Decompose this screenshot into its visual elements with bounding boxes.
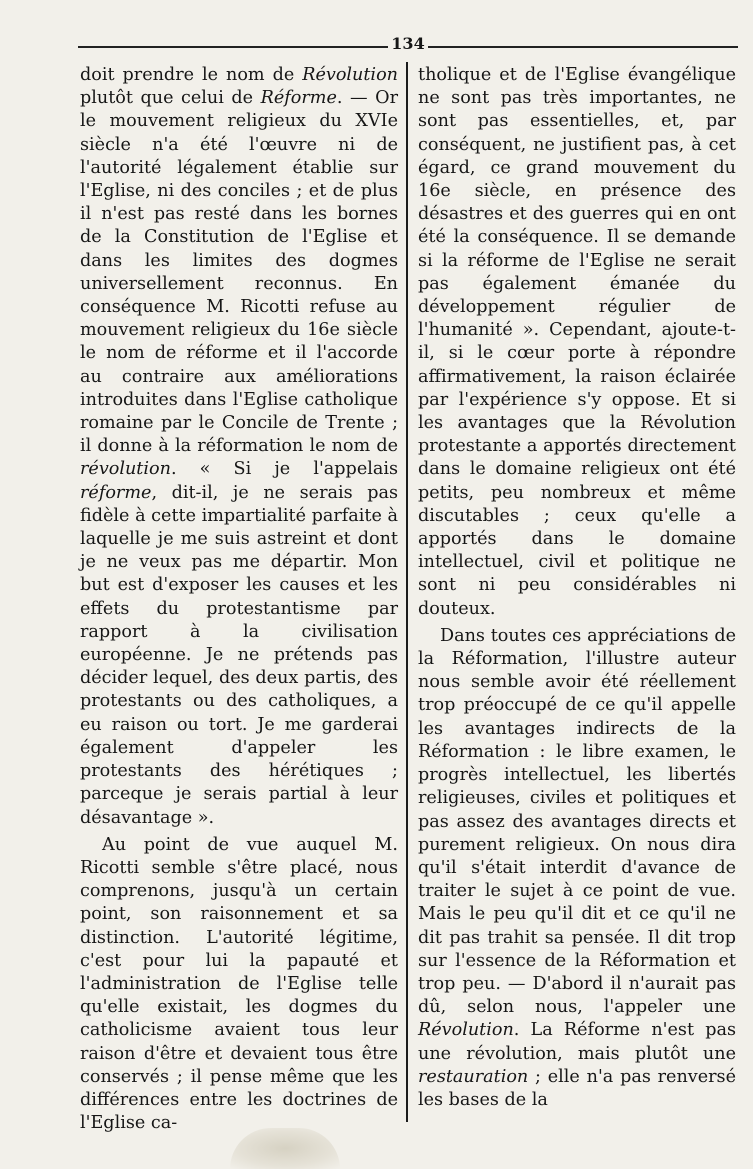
column-divider xyxy=(406,62,408,1122)
text-column-left xyxy=(80,64,398,1135)
text-run: doit prendre le nom de xyxy=(80,65,303,85)
page-header xyxy=(78,34,738,54)
italic-text: réforme xyxy=(80,482,152,503)
paragraph xyxy=(80,64,398,830)
text-run: tholique et de l'Eglise évangélique ne sont pas très importantes, ne sont pas essentielles, et, par conséquent, ne justifient pas, à cet égard, ce grand mouvement du 16e siècle, en présence des désastres et des guerres qui en ont été la conséquence. Il se demande si la réforme de l'Eglise ne serait pas également émanée du développement régulier de l'humanité ». Cependant, ajoute-t-il, si le cœur porte à répondre affirmativement, la raison éclairée par l'expérience s'y oppose. Et si les avantages que la Révolution protestante a apportés directement dans le domaine religieux ont été petits, peu nombreux et même discutables ; ceux qu'elle a apportés dans le domaine intellectuel, civil et politique ne sont ni peu considérables ni douteux. xyxy=(418,65,736,619)
header-rule-left xyxy=(78,46,388,48)
text-run: . La Réforme n'est pas une révolution, mais plutôt une xyxy=(418,1020,736,1064)
text-run: . — Or le mouvement religieux du XVIe siècle n'a été l'œuvre ni de l'autorité légalement établie sur l'Eglise, ni des conciles ; et de plus il n'est pas resté dans les bornes de la Constitution de l'Eglise et dans les limites des dogmes universellement reconnus. En conséquence M. Ricotti refuse au mouvement religieux du 16e siècle le nom de réforme et il l'accorde au contraire aux améliorations introduites dans l'Eglise catholique romaine par le Concile de Trente ; il donne à la réformation le nom de xyxy=(80,88,398,457)
text-run: plutôt que celui de xyxy=(80,88,261,109)
italic-text: révolution xyxy=(80,459,171,480)
paragraph xyxy=(80,834,398,1136)
page-number: 134 xyxy=(391,34,425,53)
paragraph xyxy=(418,64,736,621)
italic-text: Révolution xyxy=(302,65,398,85)
text-run: , dit-il, je ne serais pas fidèle à cette impartialité parfaite à laquelle je me suis astreint et dont je ne veux pas me départir. Mon but est d'exposer les causes et les effets du protestantisme par rapport à la civilisation européenne. Je ne prétends pas décider lequel, des deux partis, des protestants ou des catholiques, a eu raison ou tort. Je me garderai également d'appeler les protestants des hérétiques ; parceque je serais partial à leur désavantage ». xyxy=(80,482,398,828)
italic-text: restauration xyxy=(418,1066,529,1087)
text-run: Dans toutes ces appréciations de la Réformation, l'illustre auteur nous semble avoir été réellement trop préoccupé de ce qu'il appelle les avantages indirects de la Réformation : le libre examen, le progrès intellectuel, les libertés religieuses, civiles et politiques et pas assez des avantages directs et purement religieux. On nous dira qu'il s'était interdit d'avance de traiter le sujet à ce point de vue. Mais le peu qu'il dit et ce qu'il ne dit pas trahit sa pensée. Il dit trop sur l'essence de la Réformation et trop peu. — D'abord il n'aurait pas dû, selon nous, l'appeler une xyxy=(418,625,736,1018)
italic-text: Réforme xyxy=(260,88,337,109)
italic-text: Révolution xyxy=(418,1020,514,1041)
text-run: . « Si je l'appelais xyxy=(170,459,398,480)
text-run: ; elle n'a pas renversé les bases de la xyxy=(418,1066,736,1110)
header-rule-right xyxy=(428,46,738,48)
paragraph xyxy=(418,625,736,1112)
text-column-right xyxy=(418,64,736,1112)
text-run: Au point de vue auquel M. Ricotti semble s'être placé, nous comprenons, jusqu'à un certain point, son raisonnement et sa distinction. L'autorité légitime, c'est pour lui la papauté et l'administration de l'Eglise telle qu'elle existait, les dogmes du catholicisme avaient tous leur raison d'être et devaient tous être conservés ; il pense même que les différences entre les doctrines de l'Eglise ca- xyxy=(80,834,398,1134)
